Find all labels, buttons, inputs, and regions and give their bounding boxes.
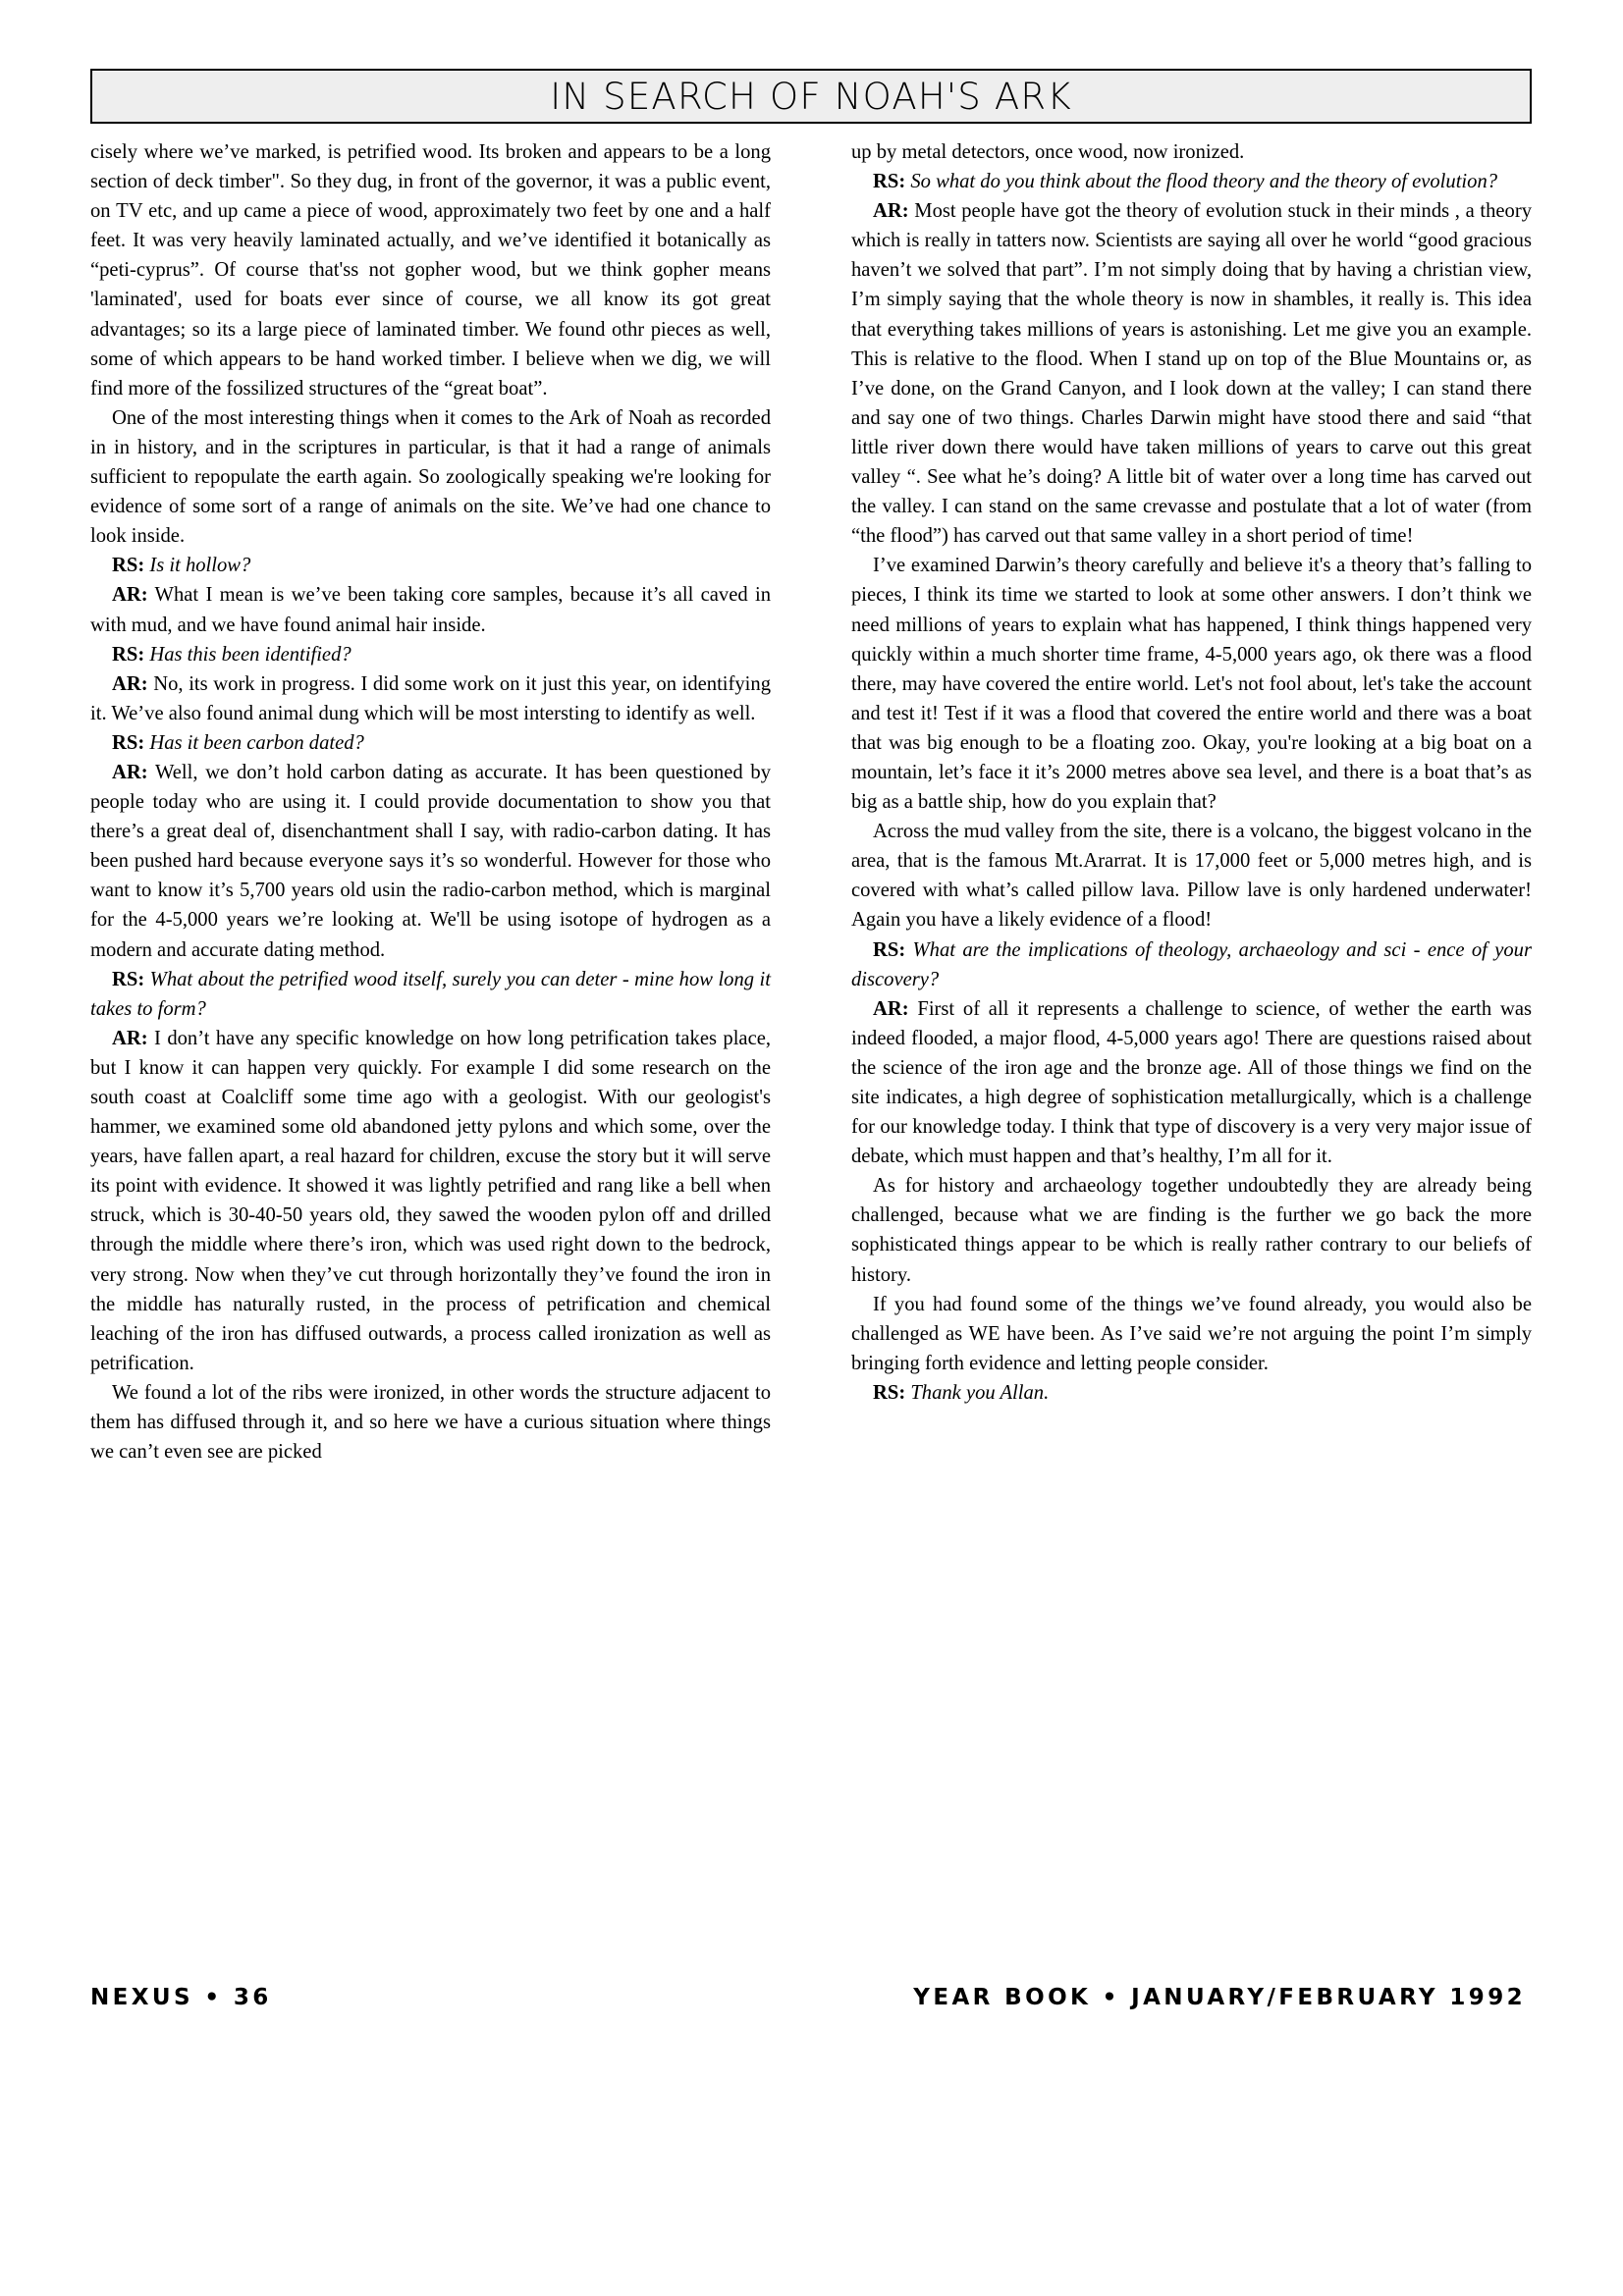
body-paragraph: We found a lot of the ribs were ironized, in other words the structure adjacent to them has diffused through it, and so here we have a curious situation where things we can’t even see are picked [90,1381,771,1464]
body-paragraph: cisely where we’ve marked, is petrified wood. Its broken and appears to be a long section of deck timber". So they dug, in front of the governor, it was a public event, on TV etc, and up came a piece of wood, approximately two feet by one and a half feet. It was very heavily laminated actually, and we’ve identified it botanically as “peti-cyprus”. Of course that'ss not gopher wood, but we think gopher means 'laminated', used for boats ever since of course, we all know its got great advantages; so its a large piece of laminated timber. We found othr pieces as well, some of which appears to be hand worked timber. I believe when we dig, we will find more of the fossilized structures of the “great boat”. [90,141,771,400]
page-title: IN SEARCH OF NOAH'S ARK [550,75,1072,118]
dialogue-paragraph [851,1378,1532,1408]
speaker-label: RS: [873,171,906,193]
speaker-label: RS: [112,555,145,577]
speaker-label: RS: [112,968,145,990]
dialogue-paragraph [90,965,771,1024]
footer-issue: YEAR BOOK • JANUARY/FEBRUARY 1992 [913,1985,1526,2010]
dialogue-paragraph [851,167,1532,196]
dialogue-paragraph [851,935,1532,994]
speaker-label: AR: [112,761,148,783]
dialogue-paragraph [90,1024,771,1378]
speaker-label: AR: [112,584,148,607]
dialogue-text: So what do you think about the flood theory and the theory of evolution? [905,171,1498,193]
body-paragraph: Across the mud valley from the site, there is a volcano, the biggest volcano in the area, that is the famous Mt.Ararrat. It is 17,000 feet or 5,000 metres high, and is covered with what’s called pillow lava. Pillow lave is only hardened underwater! Again you have a likely evidence of a flood! [851,821,1532,932]
dialogue-text: Most people have got the theory of evolution stuck in their minds , a theory which is really in tatters now. Scientists are saying all over he world “good gracious haven’t we solved that part”. I’m not simply doing that by having a christian view, I’m simply saying that the whole theory is now in shambles, it really is. This idea that everything takes millions of years is astonishing. Let me give you an example. This is relative to the flood. When I stand up on top of the Blue Mountains or, as I’ve done, on the Grand Canyon, and I look down at the valley; I can stand there and say one of two things. Charles Darwin might have stood there and said “that little river down there would have taken millions of years to carve out this great valley “. See what he’s doing? A little bit of water over a long time has carved out the valley. I can stand on the same crevasse and postulate that a lot of water (from “the flood”) has carved out that same valley in a short period of time! [851,200,1532,548]
dialogue-text: What I mean is we’ve been taking core samples, because it’s all caved in with mud, and we have found animal hair inside. [90,584,771,636]
dialogue-text: No, its work in progress. I did some work on it just this year, on identifying it. We’ve also found animal dung which will be most intersting to identify as well. [90,672,771,724]
dialogue-text: Has this been identified? [144,643,352,666]
dialogue-text: I don’t have any specific knowledge on how long petrification takes place, but I know it can happen very quickly. For example I did some research on the south coast at Coalcliff some time ago with a geologist. With our geologist's hammer, we examined some old abandoned jetty pylons and which some, over the years, have fallen apart, a real hazard for children, excuse the story but it will serve its point with evidence. It showed it was lightly petrified and rang like a bell when struck, which is 30-40-50 years old, they sawed the wooden pylon off and drilled through the middle where there’s iron, which was used right down to the bedrock, very strong. Now when they’ve cut through horizontally they’ve found the iron in the middle has naturally rusted, in the process of petrification and chemical leaching of the iron has diffused outwards, a process called ironization as well as petrification. [90,1027,771,1374]
speaker-label: RS: [873,1381,906,1404]
speaker-label: AR: [112,672,148,695]
body-paragraph: If you had found some of the things we’ve found already, you would also be challenged as WE have been. As I’ve said we’re not arguing the point I’m simply bringing forth evidence and letting people consider. [851,1293,1532,1374]
text-column-left [90,137,771,1944]
page-footer [90,1985,1532,2010]
dialogue-text: Is it hollow? [144,555,251,577]
dialogue-paragraph [851,994,1532,1172]
dialogue-paragraph [90,728,771,758]
dialogue-text: First of all it represents a challenge to science, of wether the earth was indeed flooded, a major flood, 4-5,000 years ago! There are questions raised about the science of the iron age and the bronze age. All of those things we find on the site indicates, a high degree of sophistication metallurgically, which is a challenge for our knowledge today. I think that type of discovery is a very very major issue of debate, which must happen and that’s healthy, I’m all for it. [851,997,1532,1168]
page-header-banner [90,69,1532,124]
body-paragraph: One of the most interesting things when it comes to the Ark of Noah as recorded in in history, and in the scriptures in particular, is that it had a range of animals sufficient to repopulate the earth again. So zoologically speaking we're looking for evidence of some sort of a range of animals on the site. We’ve had one chance to look inside. [90,406,771,548]
body-paragraph: up by metal detectors, once wood, now ironized. [851,141,1245,163]
dialogue-text: What about the petrified wood itself, surely you can deter - mine how long it takes to form? [90,968,771,1020]
speaker-label: AR: [873,200,909,223]
body-paragraph: I’ve examined Darwin’s theory carefully and believe it's a theory that’s falling to pieces, I think its time we started to look at some other answers. I don’t think we need millions of years to explain what has happened, I think things happened very quickly within a much shorter time frame, 4-5,000 years ago, ok there was a flood there, may have covered the entire world. Let's not fool about, let's take the account and test it! Test if it was a flood that covered the entire world and there was a boat that was big enough to be a floating zoo. Okay, you're looking at a big boat on a mountain, let’s face it it’s 2000 metres above sea level, and there is a boat that’s as big as a battle ship, how do you explain that? [851,555,1532,814]
dialogue-paragraph [90,640,771,669]
dialogue-text: What are the implications of theology, archaeology and sci - ence of your discovery? [851,938,1532,990]
dialogue-text: Well, we don’t hold carbon dating as accurate. It has been questioned by people today who are using it. I could provide documentation to show you that there’s a great deal of, disenchantment shall I say, with radio-carbon dating. It has been pushed hard because everyone says it’s so wonderful. However for those who want to know it’s 5,700 years old usin the radio-carbon method, which is marginal for the 4-5,000 years we’re looking at. We'll be using isotope of hydrogen as a modern and accurate dating method. [90,761,771,961]
text-column-right [851,137,1532,1944]
footer-magazine-page: NEXUS • 36 [90,1985,272,2010]
dialogue-paragraph [90,758,771,965]
dialogue-paragraph [90,669,771,728]
dialogue-paragraph [851,196,1532,551]
article-body [90,137,1532,1944]
dialogue-paragraph [90,580,771,639]
body-paragraph: As for history and archaeology together undoubtedly they are already being challenged, because what we are finding is the further we go back the more sophisticated things appear to be which is really rather contrary to our beliefs of history. [851,1175,1532,1286]
speaker-label: RS: [873,938,906,961]
speaker-label: RS: [112,643,145,666]
dialogue-text: Has it been carbon dated? [144,731,364,754]
speaker-label: AR: [112,1027,148,1049]
speaker-label: AR: [873,997,909,1020]
dialogue-paragraph [90,551,771,580]
dialogue-text: Thank you Allan. [905,1381,1050,1404]
speaker-label: RS: [112,731,145,754]
